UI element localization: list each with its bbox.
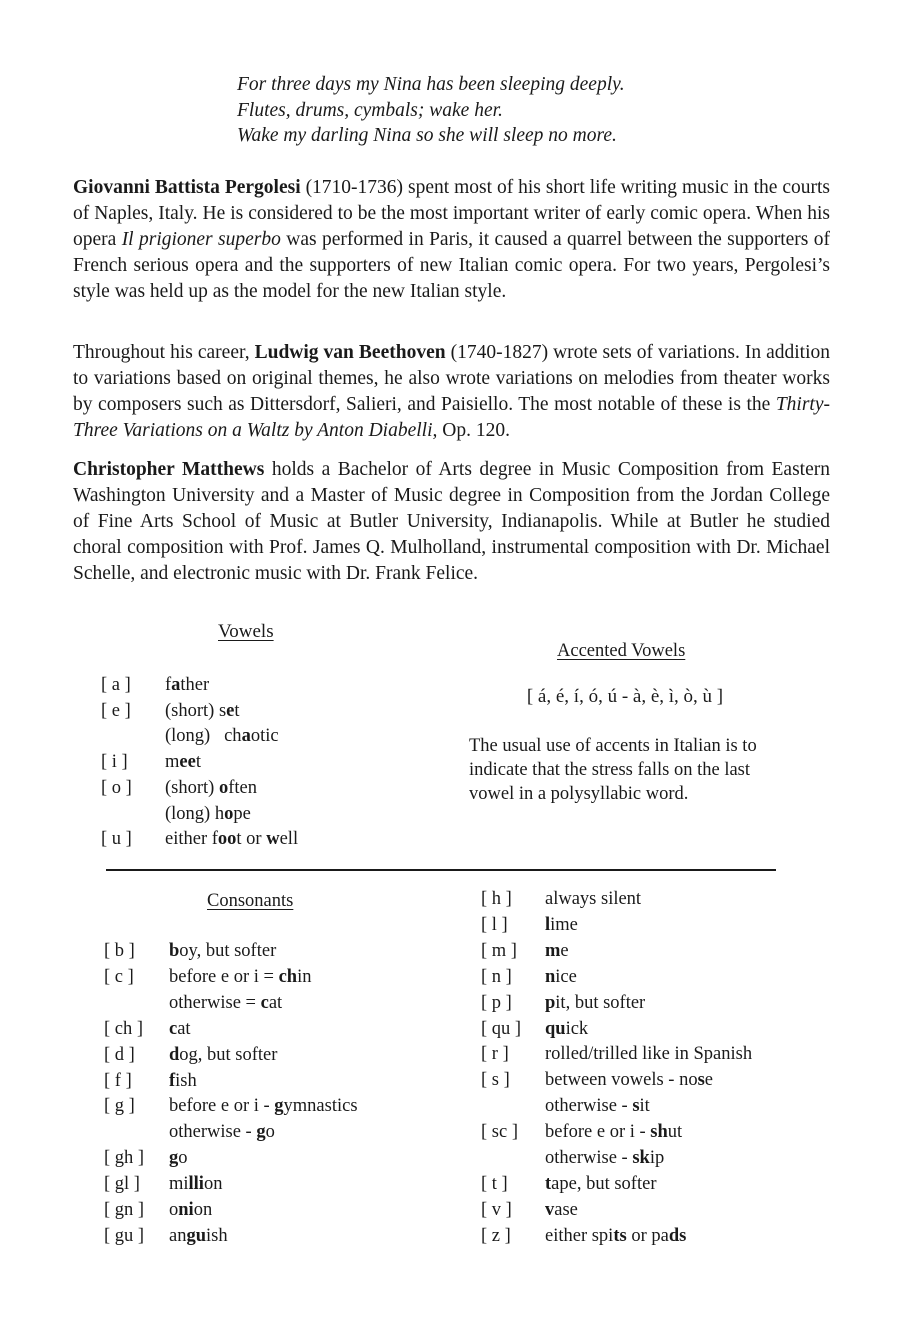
example-text: ice: [555, 966, 577, 987]
matthews-paragraph: [73, 457, 830, 587]
work-title: Thirty-Three Variations on a Waltz by Anton Diabelli,: [73, 394, 830, 441]
example-word: [545, 1043, 752, 1065]
example-text: (long) h: [165, 803, 225, 824]
example-word: [165, 777, 257, 799]
paragraph-text: Op. 120.: [437, 420, 510, 441]
sound-code: [ d ]: [104, 1044, 135, 1065]
example-text: ell: [279, 829, 299, 850]
example-text: otherwise -: [169, 1122, 257, 1143]
sound-code: [ c ]: [104, 966, 134, 987]
example-text: e: [704, 1070, 714, 1091]
sound-code: [ v ]: [481, 1199, 512, 1220]
example-word: [545, 1095, 650, 1117]
example-word: [545, 914, 578, 936]
paragraph-text: (1740-1827) wrote sets of variations. In addition to variations based on original themes, he also wrote variations on melodies from theater works by composers such as Dittersdorf, Salieri, and Paisiello. The most notable of these is the: [73, 342, 831, 415]
example-text: ick: [565, 1018, 589, 1039]
highlighted-sound: ni: [178, 1200, 194, 1220]
poem-line: For three days my Nina has been sleeping deeply.: [237, 74, 625, 95]
composer-name: Christopher Matthews: [73, 459, 265, 480]
example-text: before e or i -: [169, 1096, 275, 1117]
poem-line: Wake my darling Nina so she will sleep no more.: [237, 125, 617, 146]
example-text: o: [178, 1148, 188, 1169]
example-text: it, but softer: [555, 992, 646, 1013]
example-word: [545, 1173, 656, 1195]
example-word: [165, 803, 251, 825]
example-text: an: [169, 1225, 187, 1246]
example-text: t: [234, 700, 240, 721]
accented-vowels-heading: Accented Vowels: [557, 641, 686, 661]
highlighted-sound: s: [697, 1070, 705, 1091]
paragraph-text: holds a Bachelor of Arts degree in Music Composition from Eastern Washington University and a Master of Music degree in Composition from the Jordan College of Fine Arts School of Music at Butler University, Indianapolis. While at Butler he studied choral composition with Prof. James Q. Mulholland, instrumental composition with Dr. Michael Schelle, and electronic music with Dr. Frank Felice.: [73, 459, 830, 584]
example-text: before e or i -: [545, 1122, 651, 1143]
highlighted-sound: t: [545, 1173, 552, 1194]
paragraph-text: Throughout his career,: [73, 342, 255, 363]
example-word: [545, 1199, 578, 1221]
example-text: ape, but softer: [551, 1173, 657, 1194]
example-text: otherwise -: [545, 1148, 633, 1168]
example-text: o: [169, 1200, 179, 1220]
example-word: [165, 828, 298, 850]
example-text: pe: [233, 803, 251, 824]
highlighted-sound: lli: [188, 1174, 204, 1195]
example-word: [165, 674, 209, 696]
example-text: ther: [180, 675, 210, 695]
sound-code: [ i ]: [101, 752, 128, 773]
highlighted-sound: ee: [179, 752, 196, 773]
highlighted-sound: d: [169, 1044, 180, 1065]
example-word: [165, 725, 279, 747]
example-word: [169, 1070, 197, 1092]
sound-code: [ l ]: [481, 914, 508, 935]
work-title: Il prigioner superbo: [121, 229, 281, 250]
section-divider: [106, 869, 776, 871]
example-word: [545, 888, 641, 910]
example-text: (short) s: [165, 700, 227, 721]
sound-code: [ f ]: [104, 1070, 132, 1091]
example-text: always silent: [545, 889, 642, 909]
example-text: ish: [206, 1225, 228, 1246]
example-text: on: [203, 1174, 223, 1195]
sound-code: [ t ]: [481, 1173, 508, 1194]
example-word: [545, 940, 569, 962]
sound-code: [ s ]: [481, 1070, 510, 1091]
sound-code: [ o ]: [101, 777, 132, 798]
example-text: it: [639, 1096, 650, 1117]
sound-code: [ gl ]: [104, 1174, 140, 1195]
sound-code: [ m ]: [481, 940, 517, 961]
consonants-heading: Consonants: [207, 891, 294, 911]
example-text: ut: [667, 1122, 683, 1143]
example-word: [169, 1095, 358, 1117]
example-text: rolled/trilled like in Spanish: [545, 1044, 753, 1065]
beethoven-paragraph: [73, 340, 830, 444]
example-word: [545, 1147, 664, 1169]
example-text: either spi: [545, 1225, 614, 1246]
paragraph-text: was performed in Paris, it caused a quarrel between the supporters of French serious opera and the supporters of new Italian comic opera. For two years, Pergolesi’s style was held up as the model for the new Italian style.: [73, 229, 830, 302]
example-text: o: [265, 1122, 275, 1143]
example-word: [545, 1225, 686, 1247]
sound-code: [ n ]: [481, 966, 512, 987]
example-word: [165, 700, 240, 722]
highlighted-sound: g: [256, 1122, 266, 1143]
highlighted-sound: a: [241, 726, 251, 747]
composer-name: Ludwig van Beethoven: [254, 342, 446, 363]
sound-code: [ qu ]: [481, 1018, 522, 1039]
paragraph-text: (1710-1736) spent most of his short life writing music in the courts of Naples, Italy. He is considered to be the most important writer of early comic opera. When his opera: [73, 177, 830, 250]
example-word: [545, 1121, 682, 1143]
example-text: before e or i =: [169, 966, 279, 987]
example-text: otherwise -: [545, 1096, 633, 1117]
highlighted-sound: sh: [650, 1122, 668, 1143]
highlighted-sound: e: [226, 700, 235, 721]
example-text: e: [560, 940, 569, 961]
highlighted-sound: f: [169, 1070, 176, 1091]
highlighted-sound: m: [545, 940, 561, 961]
highlighted-sound: n: [545, 966, 556, 987]
example-text: t or: [236, 829, 267, 850]
example-text: otherwise =: [169, 992, 261, 1013]
example-text: (long) ch: [165, 726, 242, 747]
pergolesi-paragraph: [73, 175, 830, 305]
accented-vowels-list: [ á, é, í, ó, ú - à, è, ì, ò, ù ]: [526, 686, 724, 707]
sound-code: [ z ]: [481, 1225, 511, 1246]
example-text: ymnastics: [283, 1096, 358, 1117]
sound-code: [ sc ]: [481, 1122, 518, 1143]
highlighted-sound: g: [169, 1148, 179, 1169]
highlighted-sound: o: [224, 803, 234, 824]
example-text: m: [165, 752, 180, 773]
example-text: ase: [554, 1199, 578, 1220]
example-text: mi: [169, 1174, 189, 1195]
example-text: on: [193, 1200, 213, 1220]
highlighted-sound: p: [545, 992, 556, 1013]
example-word: [169, 1147, 188, 1169]
example-text: at: [177, 1018, 191, 1039]
example-text: ish: [175, 1070, 197, 1091]
highlighted-sound: gu: [186, 1225, 207, 1246]
sound-code: [ gu ]: [104, 1225, 145, 1246]
sound-code: [ e ]: [101, 700, 131, 721]
sound-code: [ ch ]: [104, 1018, 144, 1039]
example-word: [169, 1199, 212, 1221]
example-text: or pa: [626, 1225, 669, 1246]
poem-line: Flutes, drums, cymbals; wake her.: [237, 99, 503, 121]
sound-code: [ p ]: [481, 992, 512, 1013]
highlighted-sound: sk: [632, 1148, 650, 1168]
highlighted-sound: l: [545, 914, 551, 935]
highlighted-sound: b: [169, 941, 180, 961]
sound-code: [ gh ]: [104, 1148, 145, 1169]
example-word: [169, 1121, 275, 1143]
composer-name: Giovanni Battista Pergolesi: [73, 177, 301, 198]
sound-code: [ u ]: [101, 829, 132, 850]
example-word: [169, 1225, 228, 1247]
example-text: t: [195, 752, 201, 773]
accent-note: The usual use of accents in Italian is to indicate that the stress falls on the last vowel in a polysyllabic word.: [469, 736, 757, 804]
example-text: (short): [165, 777, 219, 798]
sound-code: [ r ]: [481, 1044, 509, 1065]
example-text: in: [297, 966, 312, 987]
example-text: either f: [165, 829, 218, 850]
example-text: og, but softer: [179, 1044, 278, 1065]
example-text: ip: [649, 1148, 665, 1168]
example-text: at: [268, 992, 283, 1013]
example-text: otic: [250, 726, 279, 747]
example-word: [169, 966, 311, 988]
sound-code: [ b ]: [104, 941, 135, 961]
example-text: oy, but softer: [179, 941, 277, 961]
highlighted-sound: o: [218, 777, 229, 798]
example-word: [169, 992, 282, 1014]
example-word: [545, 992, 645, 1014]
example-text: between vowels - no: [545, 1070, 698, 1091]
example-word: [169, 1018, 191, 1040]
highlighted-sound: g: [274, 1096, 284, 1117]
highlighted-sound: ts: [613, 1225, 627, 1246]
example-word: [545, 1069, 713, 1091]
sound-code: [ gn ]: [104, 1200, 145, 1220]
sound-code: [ a ]: [101, 675, 131, 695]
example-word: [545, 966, 577, 988]
sound-code: [ h ]: [481, 889, 512, 909]
example-text: ime: [550, 914, 578, 935]
highlighted-sound: ds: [668, 1225, 687, 1246]
example-word: [545, 1018, 588, 1040]
example-word: [169, 1044, 277, 1066]
highlighted-sound: s: [632, 1096, 640, 1117]
highlighted-sound: oo: [217, 829, 237, 850]
example-word: [165, 751, 201, 773]
poem-translation: [237, 72, 625, 149]
highlighted-sound: a: [171, 675, 181, 695]
example-word: [169, 1173, 222, 1195]
highlighted-sound: w: [266, 829, 280, 850]
example-word: [169, 940, 276, 962]
vowels-heading: Vowels: [218, 621, 274, 642]
highlighted-sound: c: [169, 1018, 178, 1039]
highlighted-sound: ch: [278, 966, 298, 987]
highlighted-sound: qu: [545, 1018, 566, 1039]
highlighted-sound: v: [545, 1199, 555, 1220]
highlighted-sound: c: [260, 992, 269, 1013]
example-text: f: [165, 675, 172, 695]
sound-code: [ g ]: [104, 1096, 135, 1117]
example-text: ften: [228, 777, 257, 798]
